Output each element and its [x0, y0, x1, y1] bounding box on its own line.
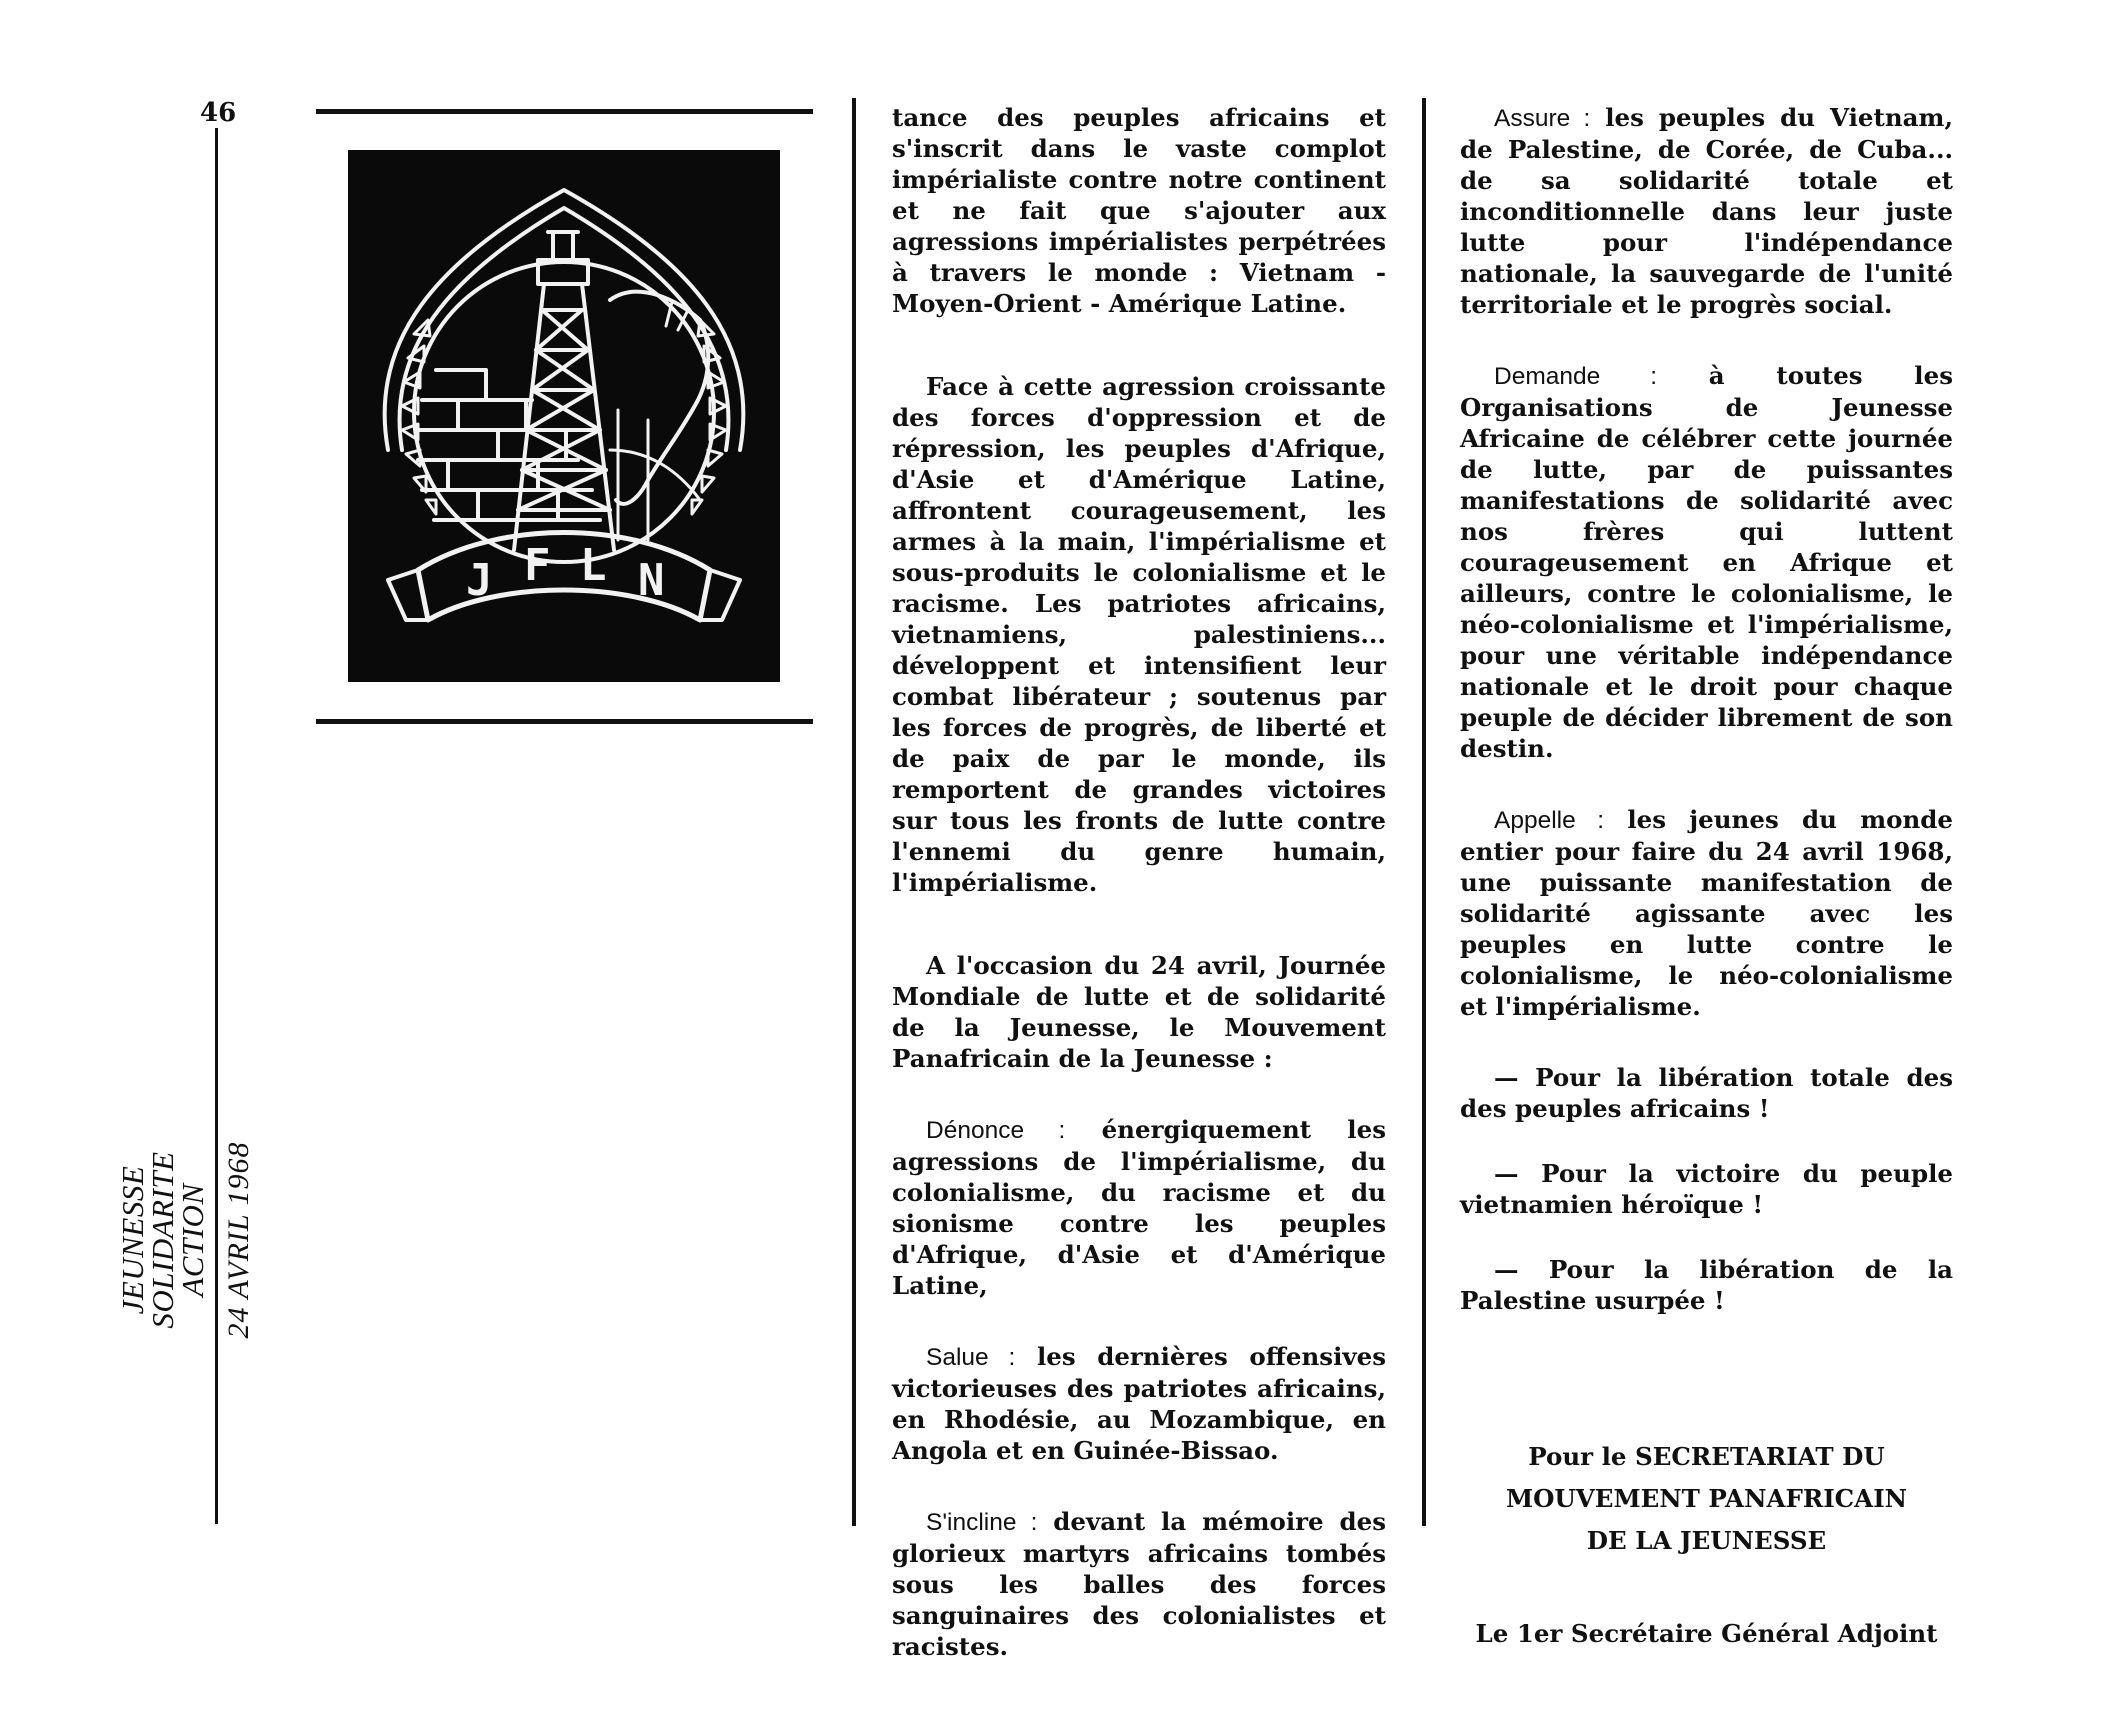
jfln-emblem-drawing: [348, 150, 780, 682]
slogan-palestine: — Pour la libération de la Palestine usurpée !: [1460, 1255, 1953, 1315]
slogan-africa: — Pour la libération totale des des peuples africains !: [1460, 1063, 1953, 1123]
denonce-text: énergiquement les agressions de l'impérialisme, du colonialisme, du racisme et du sionisme contre les peuples d'Afrique, d'Asie et d'Amérique Latine,: [892, 1115, 1386, 1300]
paragraph-salue: [892, 1341, 1386, 1466]
paragraph-aggression: Face à cette agression croissante des forces d'oppression et de répression, les peuples d'Afrique, d'Asie et d'Amérique Latine, affrontent courageusement, les armes à la main, l'impérialisme et sous-produits le colonialisme et le racisme. Les patriotes africains, vietnamiens, palestiniens... développent et intensifient leur combat libérateur ; soutenus par les forces de progrès, de liberté et de paix de par le monde, ils remportent de grandes victoires sur tous les fronts de lutte contre l'ennemi du genre humain, l'impérialisme.: [892, 372, 1386, 897]
running-title: [115, 1120, 218, 1360]
running-title-line-3: ACTION: [175, 1183, 210, 1297]
running-title-line-2: SOLIDARITE: [145, 1151, 180, 1329]
column-rule-right: [1422, 98, 1426, 1526]
secretary-title: Le 1er Secrétaire Général Adjoint: [1475, 1619, 1938, 1648]
paragraph-denonce: [892, 1114, 1386, 1301]
paragraph-continuation: tance des peuples africains et s'inscrit dans le vaste complot impérialiste contre notre continent et ne fait que s'ajouter aux agressions impérialistes perpétrées à travers le monde : Vietnam - Moyen-Orient - Amérique Latine.: [892, 103, 1386, 318]
signature-block: [1460, 1436, 1953, 1562]
paragraph-incline: [892, 1506, 1386, 1662]
running-date: [222, 1120, 262, 1360]
banner-letter-l: L: [580, 540, 607, 591]
signature-line-3: DE LA JEUNESSE: [1586, 1526, 1827, 1555]
appelle-lead: Appelle :: [1494, 807, 1605, 834]
demande-lead: Demande :: [1494, 363, 1658, 390]
column-right: [1460, 102, 1953, 1701]
signature-line-2: MOUVEMENT PANAFRICAIN: [1505, 1484, 1908, 1513]
emblem-top-rule: [316, 109, 813, 114]
paragraph-appelle: [1460, 804, 1953, 1022]
running-date-text: 24 AVRIL 1968: [222, 1141, 255, 1339]
demande-text: à toutes les Organisations de Jeunesse Africaine de célébrer cette journée de lutte, par de puissantes manifestations de solidarité avec nos frères qui luttent courageusement en Afrique et ailleurs, contre le colonialisme, le néo-colonialisme et l'impérialisme, pour une véritable indépendance nationale et le droit pour chaque peuple de décider librement de son destin.: [1460, 361, 1953, 763]
page-number: 46: [200, 98, 237, 128]
jfln-emblem: [348, 150, 780, 682]
incline-lead: S'incline :: [926, 1509, 1038, 1536]
banner-letter-j: J: [466, 555, 493, 606]
paragraph-occasion: A l'occasion du 24 avril, Journée Mondiale de lutte et de solidarité de la Jeunesse, le Mouvement Panafricain de la Jeunesse :: [892, 951, 1386, 1073]
salue-text: les dernières offensives victorieuses des patriotes africains, en Rhodésie, au Mozambique, en Angola et en Guinée-Bissao.: [892, 1342, 1386, 1465]
column-middle: [892, 102, 1386, 1714]
column-rule-middle: [852, 98, 856, 1526]
slogan-vietnam: — Pour la victoire du peuple vietnamien héroïque !: [1460, 1159, 1953, 1219]
paragraph-demande: [1460, 360, 1953, 764]
banner-letter-n: N: [638, 555, 665, 606]
assure-text: les peuples du Vietnam, de Palestine, de Corée, de Cuba... de sa solidarité totale et inconditionnelle dans leur juste lutte pour l'indépendance nationale, la sauvegarde de l'unité territoriale et le progrès social.: [1460, 103, 1953, 319]
assure-lead: Assure :: [1494, 105, 1591, 132]
denonce-lead: Dénonce :: [926, 1117, 1066, 1144]
banner-letter-f: F: [524, 540, 551, 591]
salue-lead: Salue :: [926, 1344, 1016, 1371]
running-title-line-1: JEUNESSE: [115, 1165, 150, 1315]
signature-line-1: Pour le SECRETARIAT DU: [1528, 1442, 1885, 1471]
appelle-text: les jeunes du monde entier pour faire du 24 avril 1968, une puissante manifestation de solidarité agissante avec les peuples en lutte contre le colonialisme, le néo-colonialisme et l'impérialisme.: [1460, 805, 1953, 1021]
emblem-bottom-rule: [316, 719, 813, 724]
incline-text: devant la mémoire des glorieux martyrs africains tombés sous les balles des forces sanguinaires des colonialistes et racistes.: [892, 1507, 1386, 1661]
paragraph-assure: [1460, 102, 1953, 320]
